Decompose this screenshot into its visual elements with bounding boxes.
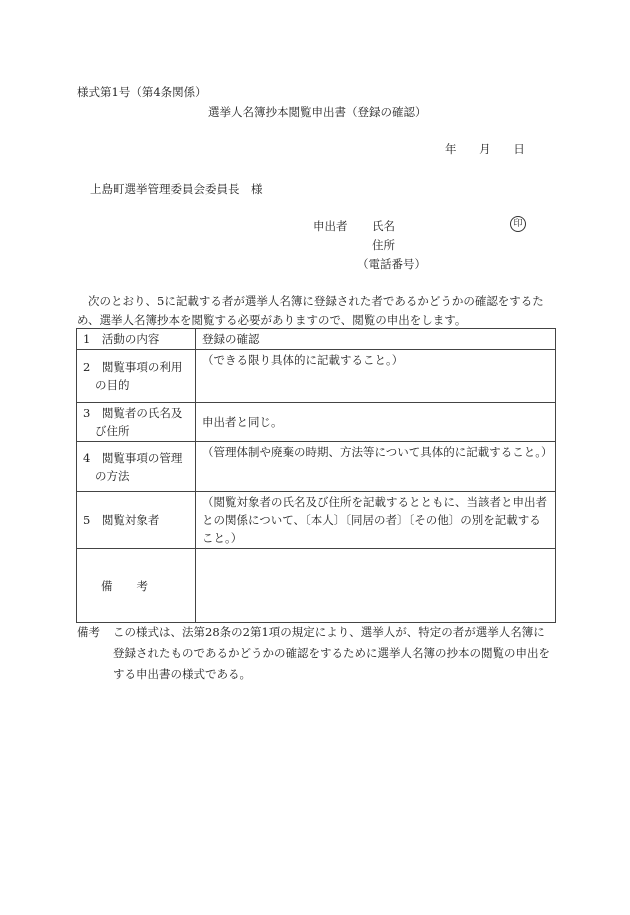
- table-row: [77, 350, 556, 403]
- row-label-remarks: 備考: [77, 549, 196, 623]
- table-row: [77, 549, 556, 623]
- date-month-label: 月: [479, 142, 491, 156]
- footnote: [77, 622, 555, 685]
- row-label-viewer: 3 閲覧者の氏名及び住所: [77, 403, 196, 442]
- row-value-remarks[interactable]: [196, 549, 556, 623]
- date-line: [445, 141, 525, 157]
- date-day-label: 日: [513, 142, 525, 156]
- row-value-management[interactable]: （管理体制や廃棄の時期、方法等について具体的に記載すること。）: [196, 442, 556, 492]
- date-year-label: 年: [445, 142, 457, 156]
- document-title: 選挙人名簿抄本閲覧申出書（登録の確認）: [208, 105, 427, 119]
- applicant-label: 申出者: [313, 219, 348, 233]
- row-value-purpose[interactable]: （できる限り具体的に記載すること。）: [196, 350, 556, 403]
- row-label-management: 4 閲覧事項の管理の方法: [77, 442, 196, 492]
- addressee: 上島町選挙管理委員会委員長 様: [90, 182, 263, 196]
- table-row: [77, 492, 556, 549]
- table-row: [77, 329, 556, 350]
- row-label-target: 5 閲覧対象者: [77, 492, 196, 549]
- table-row: [77, 403, 556, 442]
- footnote-label: 備考: [77, 625, 100, 639]
- row-value-activity[interactable]: 登録の確認: [196, 329, 556, 350]
- row-value-target[interactable]: （閲覧対象者の氏名及び住所を記載するとともに、当該者と申出者との関係について、〔本人〕〔同居の者〕〔その他〕の別を記載すること。）: [196, 492, 556, 549]
- applicant-phone-label: （電話番号）: [357, 257, 426, 271]
- intro-paragraph: 次のとおり、5に記載する者が選挙人名簿に登録された者であるかどうかの確認をするため、選挙人名簿抄本を閲覧する必要がありますので、閲覧の申出をします。: [77, 294, 544, 327]
- seal-mark: 印: [510, 216, 526, 232]
- footnote-text: この様式は、法第28条の2第1項の規定により、選挙人が、特定の者が選挙人名簿に登録されたものであるかどうかの確認をするために選挙人名簿の抄本の閲覧の申出をする申出書の様式である。: [113, 625, 550, 681]
- row-value-viewer[interactable]: 申出者と同じ。: [196, 403, 556, 442]
- row-label-purpose: 2 閲覧事項の利用の目的: [77, 350, 196, 403]
- applicant-address-label: 住所: [372, 238, 395, 252]
- row-label-activity: 1 活動の内容: [77, 329, 196, 350]
- form-number: 様式第1号（第4条関係）: [77, 85, 207, 99]
- application-table: [76, 328, 556, 623]
- applicant-name-label: 氏名: [372, 219, 395, 233]
- table-row: [77, 442, 556, 492]
